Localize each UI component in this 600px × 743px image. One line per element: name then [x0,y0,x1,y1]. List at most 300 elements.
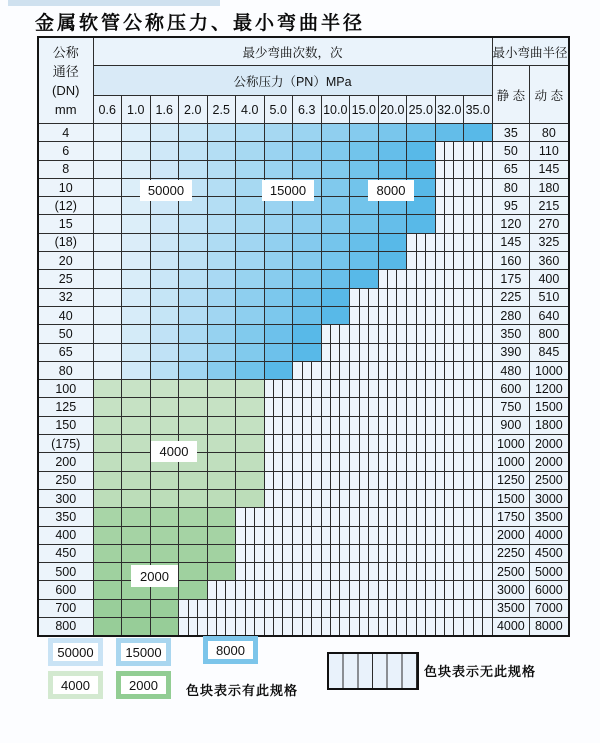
spec-cell [122,416,151,434]
dn-label-cell: 100 [38,380,93,398]
spec-cell [321,124,350,142]
no-spec-cell [321,361,350,379]
no-spec-cell [264,489,293,507]
no-spec-cell [293,563,322,581]
spec-cell [150,233,179,251]
spec-cell [93,526,122,544]
no-spec-cell [264,544,293,562]
no-spec-cell [350,508,379,526]
spec-cell [350,233,379,251]
spec-cell [122,599,151,617]
no-spec-cell [378,471,407,489]
spec-cell [93,581,122,599]
no-spec-cell [435,270,464,288]
no-spec-cell [236,563,265,581]
pressure-col-header: 32.0 [435,96,464,124]
no-spec-cell [407,233,436,251]
spec-cell [93,160,122,178]
spec-cell [236,343,265,361]
no-spec-cell [350,343,379,361]
spec-cell [264,215,293,233]
nominal-pressure-header: 公称压力（PN）MPa [93,66,492,96]
no-spec-cell [435,288,464,306]
spec-cell [236,124,265,142]
dynamic-value-cell: 1200 [530,380,569,398]
table-row [38,618,569,636]
no-spec-cell [179,599,208,617]
no-spec-cell [407,453,436,471]
static-value-cell: 3500 [492,599,530,617]
no-spec-cell [350,361,379,379]
dn-label-cell: (175) [38,435,93,453]
static-value-cell: 1500 [492,489,530,507]
no-spec-cell [464,343,493,361]
spec-cell [236,142,265,160]
no-spec-cell [435,618,464,636]
no-spec-cell [321,599,350,617]
spec-cell [321,142,350,160]
spec-cell [93,197,122,215]
no-spec-cell [464,508,493,526]
no-spec-cell [464,618,493,636]
spec-cell [236,361,265,379]
no-spec-cell [435,581,464,599]
spec-cell [207,435,236,453]
spec-cell [150,398,179,416]
spec-cell [122,252,151,270]
spec-cell [264,306,293,324]
no-spec-cell [435,306,464,324]
spec-cell [207,361,236,379]
spec-cell [321,160,350,178]
spec-cell [93,489,122,507]
table-row [38,435,569,453]
spec-cell [150,526,179,544]
spec-cell [179,563,208,581]
no-spec-cell [350,471,379,489]
no-spec-cell [464,398,493,416]
spec-cell [350,270,379,288]
spec-cell [321,306,350,324]
spec-cell [93,325,122,343]
spec-cell [179,252,208,270]
spec-cell [207,526,236,544]
spec-cell [236,233,265,251]
no-spec-cell [378,453,407,471]
no-spec-cell [264,453,293,471]
no-spec-cell [350,306,379,324]
dn-label-cell: 50 [38,325,93,343]
no-spec-cell [321,325,350,343]
no-spec-cell [378,489,407,507]
no-spec-cell [236,544,265,562]
no-spec-cell [407,581,436,599]
spec-cell [236,489,265,507]
spec-cell [150,508,179,526]
spec-cell [264,288,293,306]
no-spec-cell [350,416,379,434]
spec-cell [207,252,236,270]
spec-cell [93,178,122,196]
legend-swatch [116,638,171,666]
spec-cell [350,215,379,233]
dynamic-value-cell: 325 [530,233,569,251]
header-row-3 [38,96,569,124]
static-value-cell: 2500 [492,563,530,581]
no-spec-cell [264,508,293,526]
no-spec-cell [179,618,208,636]
spec-cell [150,599,179,617]
spec-cell [122,398,151,416]
no-spec-cell [236,599,265,617]
dynamic-value-cell: 2000 [530,453,569,471]
no-spec-cell [264,435,293,453]
table-row [38,599,569,617]
static-value-cell: 2250 [492,544,530,562]
spec-cell [207,343,236,361]
spec-cell [150,618,179,636]
pressure-col-header: 1.6 [150,96,179,124]
table-row [38,142,569,160]
spec-cell [321,252,350,270]
dynamic-value-cell: 4500 [530,544,569,562]
no-spec-cell [350,398,379,416]
pressure-col-header: 2.5 [207,96,236,124]
spec-cell [122,160,151,178]
dynamic-value-cell: 215 [530,197,569,215]
no-spec-cell [236,526,265,544]
legend-swatch-label: 8000 [208,641,253,659]
spec-cell [236,215,265,233]
pressure-col-header: 0.6 [93,96,122,124]
legend-swatch [203,636,258,664]
spec-cell [179,544,208,562]
spec-cell [93,508,122,526]
spec-cell [122,124,151,142]
no-spec-cell [350,288,379,306]
spec-cell [150,380,179,398]
no-spec-cell [407,599,436,617]
spec-cell [122,215,151,233]
spec-cell [350,160,379,178]
spec-cell [207,233,236,251]
spec-cell [207,178,236,196]
no-spec-cell [435,233,464,251]
corner-line: 公称 [52,44,79,60]
no-spec-cell [407,306,436,324]
spec-cell [207,197,236,215]
no-spec-cell [378,380,407,398]
no-spec-cell [464,270,493,288]
spec-cell [207,142,236,160]
no-spec-cell [407,252,436,270]
no-spec-cell [407,343,436,361]
no-spec-cell [293,489,322,507]
dn-label-cell: 32 [38,288,93,306]
no-spec-cell [293,544,322,562]
dynamic-value-cell: 640 [530,306,569,324]
no-spec-cell [236,508,265,526]
spec-cell [150,160,179,178]
no-spec-cell [464,416,493,434]
dn-label-cell: 700 [38,599,93,617]
spec-cell [236,471,265,489]
dn-label-cell: 20 [38,252,93,270]
no-spec-cell [435,380,464,398]
no-spec-cell [321,416,350,434]
legend-swatch-label: 4000 [53,676,98,694]
dn-label-cell: 25 [38,270,93,288]
no-spec-cell [321,489,350,507]
static-value-cell: 50 [492,142,530,160]
no-spec-cell [464,489,493,507]
static-value-cell: 160 [492,252,530,270]
spec-cell [321,178,350,196]
dn-label-cell: 350 [38,508,93,526]
no-spec-cell [321,544,350,562]
dynamic-value-cell: 145 [530,160,569,178]
dynamic-value-cell: 7000 [530,599,569,617]
dynamic-value-cell: 110 [530,142,569,160]
spec-cell [150,471,179,489]
spec-cell [93,544,122,562]
static-value-cell: 3000 [492,581,530,599]
no-spec-cell [435,453,464,471]
no-spec-swatch [327,652,419,690]
dynamic-value-cell: 8000 [530,618,569,636]
static-value-cell: 1000 [492,453,530,471]
dn-label-cell: 300 [38,489,93,507]
spec-cell [179,124,208,142]
spec-cell [264,343,293,361]
zone-label: 50000 [140,180,192,201]
dynamic-value-cell: 1000 [530,361,569,379]
spec-cell [236,435,265,453]
static-value-cell: 120 [492,215,530,233]
no-spec-cell [407,416,436,434]
table-row [38,526,569,544]
static-value-cell: 4000 [492,618,530,636]
spec-cell [93,252,122,270]
legend-swatch-label: 50000 [53,643,98,661]
no-spec-cell [407,325,436,343]
no-spec-cell [435,252,464,270]
dn-label-cell: (12) [38,197,93,215]
dn-label-cell: 40 [38,306,93,324]
spec-cell [122,435,151,453]
no-spec-cell [378,599,407,617]
no-spec-cell [293,581,322,599]
spec-cell [122,544,151,562]
no-spec-cell [378,325,407,343]
dn-label-cell: 6 [38,142,93,160]
no-spec-cell [435,142,464,160]
spec-cell [150,325,179,343]
no-spec-cell [321,380,350,398]
spec-cell [122,233,151,251]
dn-label-cell: 15 [38,215,93,233]
dynamic-value-cell: 800 [530,325,569,343]
table-row [38,343,569,361]
static-value-cell: 900 [492,416,530,434]
no-spec-cell [378,416,407,434]
spec-cell [350,142,379,160]
spec-cell [93,398,122,416]
spec-cell [150,252,179,270]
legend-swatch [48,671,103,699]
spec-cell [236,288,265,306]
no-spec-cell [464,544,493,562]
spec-cell [179,270,208,288]
no-spec-cell [407,563,436,581]
no-spec-cell [264,380,293,398]
spec-cell [236,380,265,398]
no-spec-cell [293,398,322,416]
no-spec-cell [407,435,436,453]
no-spec-cell [378,435,407,453]
dn-label-cell: 200 [38,453,93,471]
no-spec-cell [464,453,493,471]
spec-cell [236,306,265,324]
static-value-cell: 750 [492,398,530,416]
no-spec-cell [435,435,464,453]
no-spec-cell [378,544,407,562]
no-spec-cell [464,233,493,251]
table-row [38,233,569,251]
dynamic-value-cell: 6000 [530,581,569,599]
spec-cell [179,416,208,434]
no-spec-cell [264,416,293,434]
spec-cell [179,526,208,544]
spec-cell [321,233,350,251]
dynamic-value-cell: 360 [530,252,569,270]
spec-cell [293,160,322,178]
no-spec-cell [321,581,350,599]
spec-cell [207,306,236,324]
table-row [38,380,569,398]
spec-cell [122,343,151,361]
spec-cell [236,197,265,215]
no-spec-cell [350,325,379,343]
static-value-cell: 1750 [492,508,530,526]
spec-cell [207,160,236,178]
spec-cell [236,270,265,288]
spec-cell [179,325,208,343]
no-spec-cell [378,398,407,416]
no-spec-cell [378,526,407,544]
spec-cell [93,435,122,453]
no-spec-cell [435,215,464,233]
spec-cell [321,197,350,215]
spec-cell [207,215,236,233]
no-spec-cell [350,380,379,398]
bend-cycles-header: 最少弯曲次数，次 [93,37,492,66]
dynamic-value-cell: 4000 [530,526,569,544]
no-spec-cell [464,197,493,215]
no-spec-cell [435,416,464,434]
static-value-cell: 225 [492,288,530,306]
spec-cell [179,361,208,379]
no-spec-cell [435,489,464,507]
spec-cell [407,160,436,178]
no-spec-cell [435,563,464,581]
no-spec-cell [435,160,464,178]
dn-label-cell: 150 [38,416,93,434]
no-spec-cell [464,142,493,160]
spec-cell [93,343,122,361]
no-spec-cell [321,343,350,361]
pressure-col-header: 5.0 [264,96,293,124]
table-row [38,398,569,416]
pressure-col-header: 15.0 [350,96,379,124]
no-spec-cell [464,325,493,343]
spec-cell [179,471,208,489]
spec-cell [464,124,493,142]
dn-label-cell: 600 [38,581,93,599]
spec-cell [321,215,350,233]
spec-cell [179,160,208,178]
table-row [38,325,569,343]
static-value-cell: 80 [492,178,530,196]
spec-cell [179,288,208,306]
legend-swatch [116,671,171,699]
spec-cell [122,453,151,471]
no-spec-cell [464,435,493,453]
spec-cell [236,252,265,270]
no-spec-cell [350,435,379,453]
spec-cell [350,124,379,142]
dn-label-cell: 450 [38,544,93,562]
spec-cell [293,306,322,324]
static-value-cell: 350 [492,325,530,343]
no-spec-cell [236,581,265,599]
no-spec-cell [350,581,379,599]
table-row [38,508,569,526]
no-spec-cell [464,252,493,270]
header-row-1 [38,37,569,66]
dynamic-value-cell: 1800 [530,416,569,434]
zone-label: 4000 [151,441,197,462]
no-spec-cell [293,526,322,544]
spec-cell [150,416,179,434]
no-spec-cell [435,361,464,379]
no-spec-cell [378,563,407,581]
no-spec-cell [321,526,350,544]
spec-cell [93,142,122,160]
corner-line: 通径 [52,63,79,79]
no-spec-cell [378,618,407,636]
spec-cell [264,325,293,343]
no-spec-cell [378,270,407,288]
static-header: 静 态 [492,66,530,124]
spec-cell [93,380,122,398]
no-spec-cell [293,416,322,434]
spec-cell [207,471,236,489]
no-spec-cell [435,197,464,215]
spec-cell [264,142,293,160]
top-decor-strip [8,0,220,6]
spec-cell [122,471,151,489]
spec-cell [122,380,151,398]
spec-cell [378,142,407,160]
legend-swatch [48,638,103,666]
spec-cell [179,215,208,233]
pressure-col-header: 1.0 [122,96,151,124]
spec-cell [207,416,236,434]
table-row [38,160,569,178]
spec-cell [93,453,122,471]
pressure-col-header: 6.3 [293,96,322,124]
